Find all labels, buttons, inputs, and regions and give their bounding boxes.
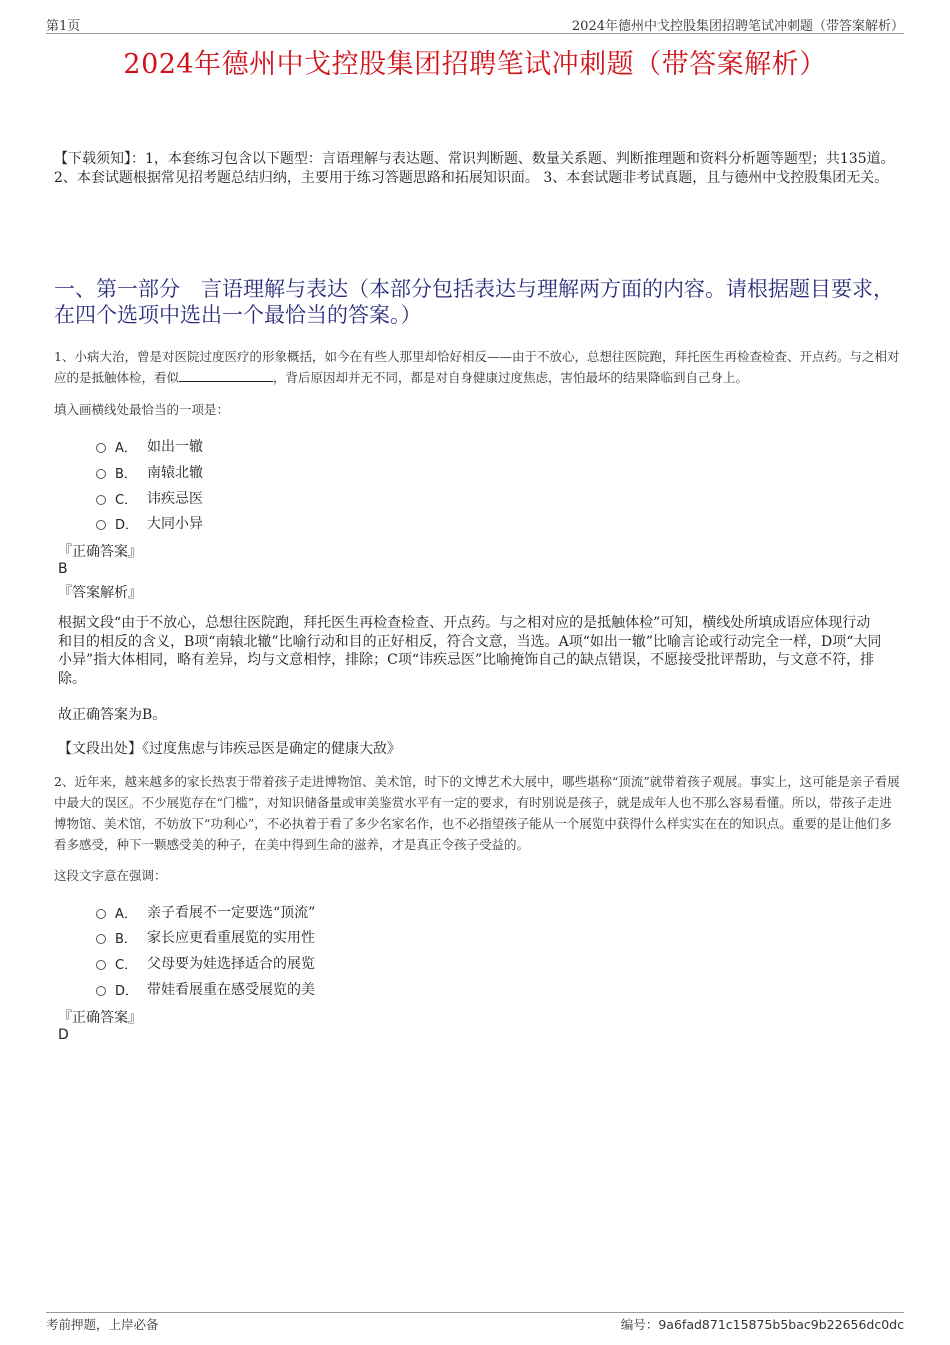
page-title: 2024年德州中戈控股集团招聘笔试冲刺题（带答案解析） (123, 49, 827, 80)
question-2-option-c[interactable] (96, 953, 315, 973)
code-value: 9a6fad871c15875b5bac9b22656dc0dc (658, 1317, 904, 1332)
radio-button[interactable] (96, 986, 106, 996)
question-1-option-b[interactable] (96, 462, 203, 482)
question-1-option-a[interactable] (96, 436, 203, 456)
question-1-text (54, 346, 902, 388)
question-1-text-after: ，背后原因却并无不同，都是对自身健康过度焦虑，害怕最坏的结果降临到自己身上。 (273, 370, 749, 385)
question-2-text: 2、近年来，越来越多的家长热衷于带着孩子走进博物馆、美术馆，时下的文博艺术大展中，哪些堪称“顶流”就带着孩子观展。事实上，这可能是亲子看展中最大的误区。不少展览存在“门槛”，对知识储备量或审美鉴赏水平有一定的要求，有时别说是孩子，就是成年人也不那么容易看懂。所以，带孩子走进博物馆、美术馆，不妨放下“功利心”，不必执着于看了多少名家名作，也不必指望孩子能从一个展览中获得什么样实实在在的知识点。重要的是让他们多看多感受，种下一颗感受美的种子，在美中得到生命的滋养，才是真正令孩子受益的。 (54, 774, 900, 852)
radio-button[interactable] (96, 495, 106, 505)
question-2-option-b[interactable] (96, 927, 315, 947)
option-label: C． (115, 492, 138, 508)
question-2-option-d[interactable] (96, 979, 315, 999)
question-1-analysis: 根据文段“由于不放心，总想往医院跑，拜托医生再检查检查、开点药。与之相对应的是抵触体检”可知，横线处所填成语应体现行动和目的相反的含义，B项“南辕北辙”比喻行动和目的正好相反，符合文意，当选。A项“如出一辙”比喻言论或行动完全一样，D项“大同小异”指大体相同，略有差异，均与文意相悖，排除；C项“讳疾忌医”比喻掩饰自己的缺点错误，不愿接受批评帮助，与文意不符，排除。 (58, 615, 882, 687)
radio-button[interactable] (96, 934, 106, 944)
option-text: 如出一辙 (147, 439, 203, 455)
option-label: C． (115, 957, 138, 973)
radio-button[interactable] (96, 960, 106, 970)
radio-button[interactable] (96, 909, 106, 919)
option-text: 家长应更看重展览的实用性 (147, 930, 315, 946)
footer-slogan: 考前押题，上岸必备 (46, 1317, 159, 1332)
fill-blank (179, 368, 273, 382)
page-number: 第1页 (46, 19, 81, 34)
option-text: 讳疾忌医 (147, 491, 203, 507)
footer-divider (46, 1312, 904, 1313)
radio-button[interactable] (96, 520, 106, 530)
option-label: B． (115, 466, 137, 482)
question-2-answer: D (58, 1027, 69, 1043)
question-1-prompt: 填入画横线处最恰当的一项是： (54, 402, 230, 417)
document-code (621, 1315, 904, 1333)
header-doc-title: 2024年德州中戈控股集团招聘笔试冲刺题（带答案解析） (571, 19, 904, 34)
question-1-source: 【文段出处】《过度焦虑与讳疾忌医是确定的健康大敌》 (58, 741, 401, 757)
question-1-answer-tag: 『正确答案』 (58, 544, 142, 560)
option-text: 亲子看展不一定要选“顶流” (147, 905, 316, 921)
option-text: 大同小异 (147, 516, 203, 532)
option-text: 带娃看展重在感受展览的美 (147, 982, 315, 998)
question-2-prompt: 这段文字意在强调： (54, 868, 167, 883)
radio-button[interactable] (96, 443, 106, 453)
question-1-answer: B (58, 561, 68, 577)
question-1-text-before: 1、小病大治，曾是对医院过度医疗的形象概括，如今在有些人那里却恰好相反——由于不放心，总想往医院跑，拜托医生再检查检查、开点药。与之相对应的是抵触体检，看似 (54, 349, 900, 385)
code-label: 编号： (620, 1317, 659, 1332)
option-text: 南辕北辙 (147, 465, 203, 481)
option-text: 父母要为娃选择适合的展览 (147, 956, 315, 972)
header-divider (46, 33, 904, 34)
section-heading: 一、第一部分 言语理解与表达（本部分包括表达与理解两方面的内容。请根据题目要求，在四个选项中选出一个最恰当的答案。） (54, 277, 894, 327)
download-notice: 【下载须知】：1，本套练习包含以下题型：言语理解与表达题、常识判断题、数量关系题、判断推理题和资料分析题等题型；共135道。 2、本套试题根据常见招考题总结归纳，主要用于练习答题思路和拓展知识面。 3、本套试题非考试真题，且与德州中戈控股集团无关。 (54, 151, 895, 186)
option-label: D． (115, 983, 139, 999)
question-2-answer-tag: 『正确答案』 (58, 1010, 142, 1026)
question-2-option-a[interactable] (96, 902, 315, 922)
question-1-analysis-tag: 『答案解析』 (58, 585, 142, 601)
question-1-option-d[interactable] (96, 513, 203, 533)
option-label: D． (115, 517, 139, 533)
radio-button[interactable] (96, 469, 106, 479)
option-label: B． (115, 931, 137, 947)
question-1-conclusion: 故正确答案为B。 (58, 707, 167, 723)
option-label: A． (115, 906, 137, 922)
question-1-option-c[interactable] (96, 488, 203, 508)
option-label: A． (115, 440, 137, 456)
